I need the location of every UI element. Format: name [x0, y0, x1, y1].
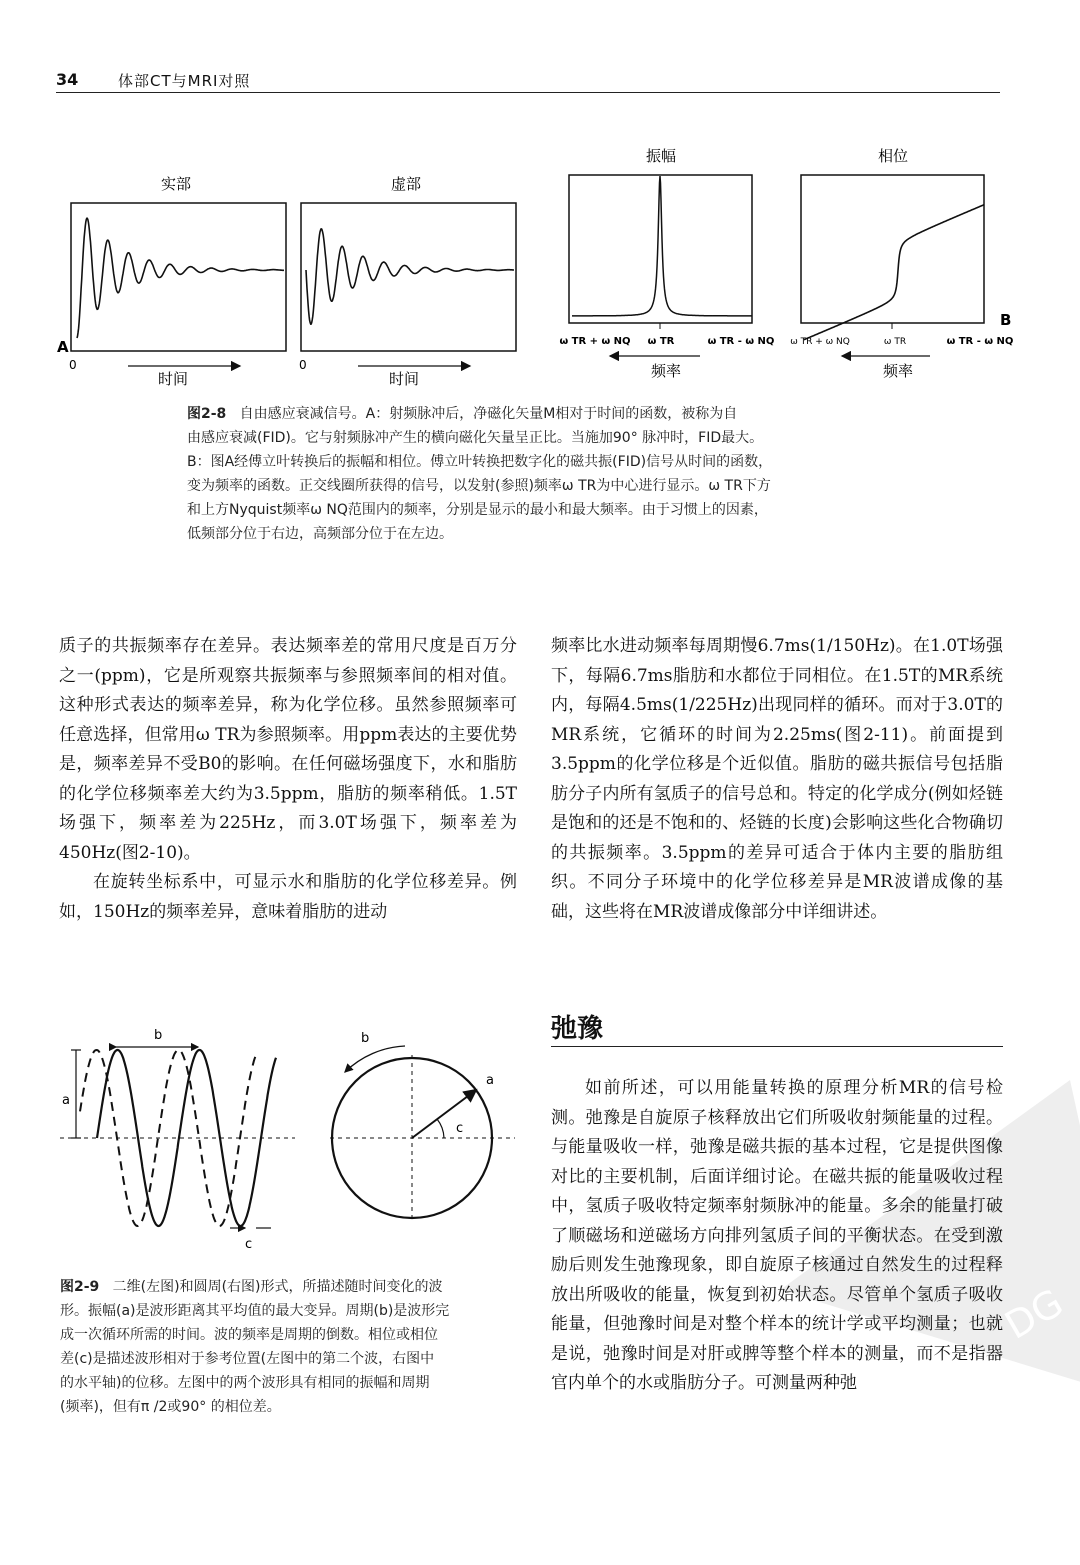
- left-paragraph-2: 在旋转坐标系中，可显示水和脂肪的化学位移差异。例如，150Hz的频率差异，意味着脂肪的进动: [59, 872, 517, 922]
- figure-2-8: [0, 0, 1080, 400]
- freq-right-label-amp: ω TR - ω NQ: [707, 336, 775, 347]
- origin-label-real: 0: [69, 358, 77, 372]
- phase-angle-arc: [437, 1119, 444, 1138]
- phase-label-c: c: [245, 1237, 253, 1252]
- freq-label-phase: 频率: [882, 362, 914, 380]
- caption-line: 的水平轴)的位移。左图中的两个波形具有相同的振幅和周期: [60, 1375, 430, 1391]
- caption-line: 差(c)是描述波形相对于参考位置(左图中的第二个波，右图中: [60, 1351, 435, 1367]
- caption-line: 形。振幅(a)是波形距离其平均值的最大变异。周期(b)是波形完: [60, 1303, 450, 1319]
- caption-line: 和上方Nyquist频率ω NQ范围内的频率，分别是显示的最小和最大频率。由于习惯上的因素，: [187, 502, 768, 518]
- figure-2-9: [0, 1020, 540, 1260]
- left-paragraph-1: 质子的共振频率存在差异。表达频率差的常用尺度是百万分之一(ppm)，它是所观察共振频率与参照频率间的相对值。这种形式表达的频率差异，称为化学位移。虽然参照频率可任意选择，但常用ω TR为参照频率。用ppm表达的主要优势是，频率差异不受B0的影响。在任何磁场强度下，水和脂肪的化学位移频率差大约为3.5ppm，脂肪的频率稍低。1.5T场强下，频率差为225Hz，而3.0T场强下，频率差为450Hz(图2-10)。: [59, 636, 517, 863]
- imag-part-fid-curve: [306, 229, 514, 324]
- freq-center-label-amp: ω TR: [647, 336, 675, 347]
- phase-box: [801, 175, 984, 323]
- panel-b-label: B: [1000, 311, 1012, 329]
- circle-label-b: b: [361, 1031, 370, 1046]
- amplitude-label-a: a: [62, 1093, 70, 1108]
- running-header-title: 体部CT与MRI对照: [118, 72, 251, 90]
- figure-2-9-caption-label: 图2-9: [60, 1279, 100, 1295]
- time-label-real: 时间: [157, 370, 189, 388]
- right-paragraph-2: 如前所述，可以用能量转换的原理分析MR的信号检测。弛豫是自旋原子核释放出它们所吸收射频能量的过程。与能量吸收一样，弛豫是磁共振的基本过程，它是提供图像对比的主要机制，后面详细讨论。在磁共振的能量吸收过程中，氢质子吸收特定频率射频脉冲的能量。多余的能量打破了顺磁场和逆磁场方向排列氢质子间的平衡状态。在受到激励后则发生弛豫现象，即自旋原子核通过自然发生的过程释放出所吸收的能量，恢复到初始状态。尽管单个氢质子吸收能量，但弛豫时间是对整个样本的统计学或平均测量；也就是说，弛豫时间是对肝或脾等整个样本的测量，而不是指器官内单个的水或脂肪分子。可测量两种弛: [551, 1078, 1003, 1393]
- freq-center-label-phase: ω TR: [883, 337, 907, 347]
- right-column-text-top: [551, 632, 1003, 927]
- freq-right-label-phase: ω TR - ω NQ: [946, 336, 1014, 347]
- amplitude-title: 振幅: [645, 147, 677, 165]
- time-label-imag: 时间: [388, 370, 420, 388]
- freq-left-label-amp: ω TR + ω NQ: [559, 336, 631, 347]
- figure-2-8-caption-label: 图2-8: [187, 406, 227, 422]
- page-number: 34: [56, 70, 79, 89]
- real-part-box: [71, 203, 286, 351]
- freq-left-label-phase: ω TR + ω NQ: [790, 337, 850, 347]
- section-heading-relaxation: 弛豫: [551, 1014, 604, 1044]
- caption-line: B：图A经傅立叶转换后的振幅和相位。傅立叶转换把数字化的磁共振(FID)信号从时间的函数，: [187, 454, 773, 470]
- panel-a-label: A: [57, 338, 69, 356]
- caption-line: 变为频率的函数。正交线圈所获得的信号，以发射(参照)频率ω TR为中心进行显示。ω TR下方: [187, 478, 771, 494]
- caption-line: (频率)，但有π /2或90° 的相位差。: [60, 1399, 281, 1415]
- imag-part-box: [301, 203, 516, 351]
- phase-title: 相位: [877, 147, 909, 165]
- period-label-b: b: [154, 1028, 163, 1043]
- caption-line: 由感应衰减(FID)。它与射频脉冲产生的横向磁化矢量呈正比。当施加90° 脉冲时，FID最大。: [187, 430, 764, 446]
- rotating-vector: [412, 1090, 476, 1138]
- right-paragraph-1: 频率比水进动频率每周期慢6.7ms(1/150Hz)。在1.0T场强下，每隔6.7ms脂肪和水都位于同相位。在1.5T的MR系统内，每隔4.5ms(1/225Hz)出现同样的循环。而对于3.0T的MR系统，它循环的时间为2.25ms(图2-11)。前面提到3.5ppm的化学位移是个近似值。脂肪的磁共振信号包括脂肪分子内所有氢质子的信号总和。特定的化学成分(例如烃链是饱和的还是不饱和的、烃链的长度)会影响这些化合物确切的共振频率。3.5ppm的差异可适合于体内主要的脂肪组织。不同分子环境中的化学位移差异是MR波谱成像的基础，这些将在MR波谱成像部分中详细讲述。: [551, 636, 1003, 922]
- imag-part-title: 虚部: [390, 175, 422, 193]
- caption-line: 二维(左图)和圆周(右图)形式，所描述随时间变化的波: [112, 1279, 443, 1295]
- figure-2-8-caption: [187, 402, 907, 546]
- real-part-fid-curve: [77, 218, 284, 338]
- left-column-text: [59, 632, 517, 927]
- real-part-title: 实部: [160, 175, 192, 193]
- caption-line: 成一次循环所需的时间。波的频率是周期的倒数。相位或相位: [60, 1327, 438, 1343]
- circle-label-a: a: [486, 1073, 494, 1088]
- origin-label-imag: 0: [299, 358, 307, 372]
- phase-curve: [804, 205, 984, 340]
- amplitude-lorentzian-curve: [572, 176, 752, 316]
- figure-2-9-caption: [60, 1275, 520, 1419]
- freq-label-amp: 频率: [650, 362, 682, 380]
- right-column-text-bottom: [551, 1074, 1003, 1399]
- circle-label-c: c: [456, 1121, 464, 1136]
- watermark-text: DG: [997, 1280, 1071, 1348]
- caption-line: 低频部分位于右边，高频部分位于在左边。: [187, 526, 453, 542]
- caption-line: 自由感应衰减信号。A：射频脉冲后，净磁化矢量M相对于时间的函数，被称为自: [239, 406, 738, 422]
